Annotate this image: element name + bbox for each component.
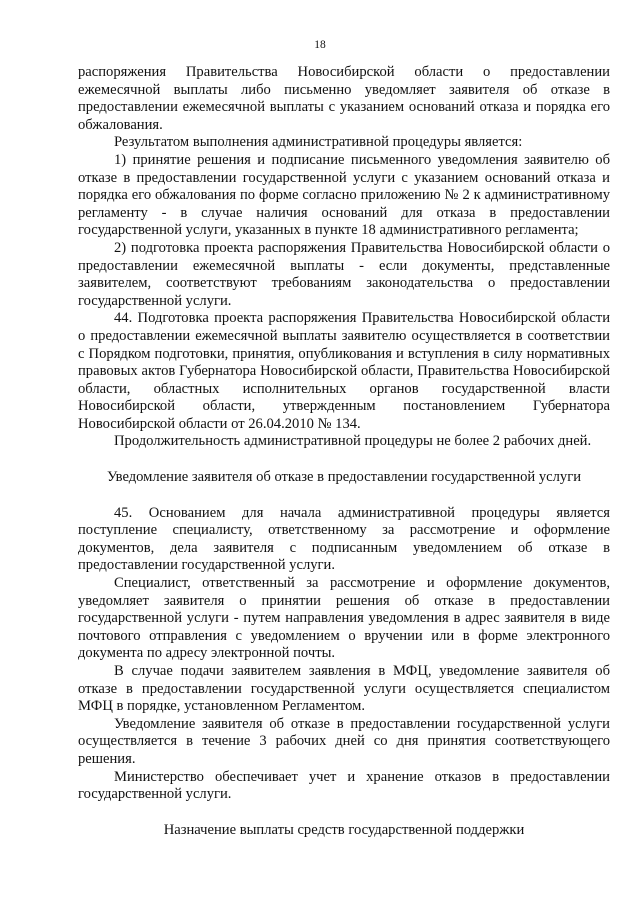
document-body	[78, 64, 610, 839]
paragraph-45: 45. Основанием для начала административной процедуры является поступление специалисту, ответственному за рассмотрение и оформление документов, дела заявителя с подписанным уведомлением об отказе в предоставлении государственной услуги.	[78, 504, 610, 574]
paragraph-mfc: В случае подачи заявителем заявления в МФЦ, уведомление заявителя об отказе в предоставлении государственной услуги осуществляется специалистом МФЦ в порядке, установленном Регламентом.	[78, 663, 610, 715]
paragraph-44: 44. Подготовка проекта распоряжения Правительства Новосибирской области о предоставлении ежемесячной выплаты заявителю осуществляется в соответствии с Порядком подготовки, принятия, опубликования и вступления в силу нормативных правовых актов Губернатора Новосибирской области, Правительства Новосибирской области, областных исполнительных органов государственной власти Новосибирской области, утвержденным постановлением Губернатора Новосибирской области от 26.04.2010 № 134.	[78, 310, 610, 432]
paragraph-result-item-1: 1) принятие решения и подписание письменного уведомления заявителю об отказе в предоставлении государственной услуги с указанием оснований отказа и порядка его обжалования по форме согласно приложению № 2 к административному регламенту - в случае наличия оснований для отказа в предоставлении государственной услуги, указанных в пункте 18 административного регламента;	[78, 151, 610, 239]
page-number: 18	[314, 39, 326, 51]
paragraph-specialist-notice: Специалист, ответственный за рассмотрение и оформление документов, уведомляет заявителя о принятии решения об отказе в предоставлении государственной услуги - путем направления уведомления в адрес заявителя в виде почтового отправления с уведомлением о вручении или в форме электронного документа по адресу электронной почты.	[78, 575, 610, 662]
paragraph-result-intro: Результатом выполнения административной процедуры является:	[114, 134, 523, 151]
paragraph-continuation: распоряжения Правительства Новосибирской области о предоставлении ежемесячной выплаты либо письменно уведомляет заявителя об отказе в предоставлении ежемесячной выплаты с указанием оснований отказа и порядка его обжалования.	[78, 64, 610, 133]
paragraph-notice-term: Уведомление заявителя об отказе в предоставлении государственной услуги осуществляется в течение 3 рабочих дней со дня принятия соответствующего решения.	[78, 715, 610, 767]
paragraph-duration: Продолжительность административной процедуры не более 2 рабочих дней.	[114, 433, 592, 450]
paragraph-result-item-2: 2) подготовка проекта распоряжения Правительства Новосибирской области о предоставлении ежемесячной выплаты - если документы, представленные заявителем, соответствуют требованиям законодательства о предоставлении государственной услуги.	[78, 239, 610, 309]
paragraph-ministry-storage: Министерство обеспечивает учет и хранение отказов в предоставлении государственной услуги.	[78, 768, 610, 803]
section-heading-payment-assignment: Назначение выплаты средств государственной поддержки	[163, 821, 525, 838]
section-heading-refusal-notice: Уведомление заявителя об отказе в предоставлении государственной услуги	[106, 469, 582, 486]
